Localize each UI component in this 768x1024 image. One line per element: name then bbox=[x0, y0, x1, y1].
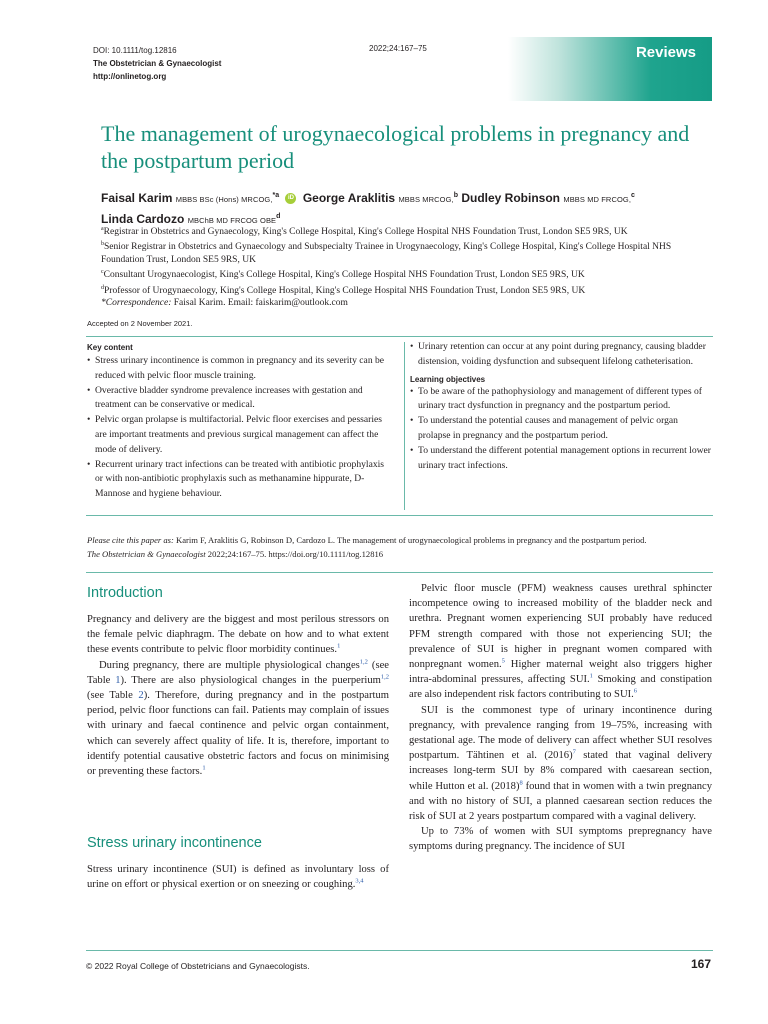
key-content-heading: Key content bbox=[87, 343, 133, 352]
correspondence-email[interactable]: Faisal Karim. Email: faiskarim@outlook.com bbox=[173, 298, 348, 309]
author-degrees: MBBS BSc (Hons) MRCOG, bbox=[175, 195, 273, 204]
journal-url[interactable]: http://onlinetog.org bbox=[93, 72, 167, 81]
section-heading-sui: Stress urinary incontinence bbox=[87, 835, 262, 851]
footer-rule bbox=[86, 950, 713, 951]
author-marks: *a bbox=[272, 192, 280, 199]
key-content bbox=[87, 343, 387, 502]
key-content-continued bbox=[410, 340, 712, 473]
list-item: • To be aware of the pathophysiology and management of different types of urinary tract dysfunction in pregnancy and the postpartum period. bbox=[410, 385, 712, 415]
author-name[interactable]: Faisal Karim bbox=[101, 191, 173, 205]
section-heading-introduction: Introduction bbox=[87, 585, 163, 601]
box-divider bbox=[404, 342, 405, 510]
affiliation-item: $^b$Senior Registrar in Obstetrics and Gynaecology and Subspecialty Trainee in Urogynaecology, King's College Hospital, King's College Hospital NHS Foundation Trust, London SE5 9RS, UK bbox=[101, 241, 672, 265]
accepted-date: Accepted on 2 November 2021. bbox=[87, 319, 193, 328]
author-degrees: MBBS MRCOG, bbox=[398, 195, 454, 204]
author-degrees: MBChB MD FRCOG OBE bbox=[187, 216, 277, 225]
learning-objectives-heading: Learning objectives bbox=[410, 374, 486, 384]
citation-doi[interactable]: 2022;24:167–75. https://doi.org/10.1111/tog.12816 bbox=[207, 549, 384, 559]
author-marks: c bbox=[631, 192, 635, 199]
orcid-icon[interactable]: iD bbox=[285, 193, 296, 204]
affiliation-item: $^d$Professor of Urogynaecology, King's College Hospital, King's College Hospital NHS Foundation Trust, London SE5 9RS, UK bbox=[101, 284, 586, 296]
affiliations bbox=[101, 223, 713, 309]
correspondence: *Correspondence: Faisal Karim. Email: faiskarim@outlook.com bbox=[101, 298, 348, 309]
affiliation-item: $^a$Registrar in Obstetrics and Gynaecology, King's College Hospital, King's College Hospital NHS Foundation Trust, London SE5 9RS, UK bbox=[101, 226, 628, 238]
section-label: Reviews bbox=[635, 44, 696, 61]
author-name[interactable]: George Araklitis bbox=[302, 191, 396, 205]
intro-body: Pregnancy and delivery are the biggest and most perilous stressors on the female pelvic diaphragm. The debate on how and to what extent these events contribute to pelvic floor morbidity continues.$^1$ During pregnancy, there are multiple physiological changes$^{1,2}$ (see Table 1). There are also physiological changes in the puerperium$^{1,2}$ (see Table 2). Therefore, during pregnancy and in the postpartum period, pelvic floor functions can fail. Patients may complain of issues with urinary and faecal continence and pelvic organ containment, which can severely affect quality of life. It is, therefore, important to identify potential causative obstetric factors and focus on minimising or preventing these factors.$^1$ bbox=[87, 614, 389, 778]
list-item: • Recurrent urinary tract infections can be treated with antibiotic prophylaxis or with non-antibiotic prophylaxis such as methanamine hippurate, D-Mannose and hygiene behaviour. bbox=[87, 458, 387, 502]
article-title: The management of urogynaecological problems in pregnancy and the postpartum period bbox=[101, 121, 690, 173]
box-top-rule bbox=[86, 336, 713, 337]
page-number: 167 bbox=[690, 957, 711, 971]
author-degrees: MBBS MD FRCOG, bbox=[563, 195, 632, 204]
right-column-body: Pelvic floor muscle (PFM) weakness causes urethral sphincter incompetence owing to increased mobility of the bladder neck and urethra. Pregnant women experiencing SUI probably have reduced PFM strength compared with those not experiencing SUI; the prevalence of SUI is higher in pregnant women compared with nonpregnant women.$^5$ Higher maternal weight also triggers higher intra-abdominal pressures, affecting SUI.$^1$ Smoking and constipation are also independent risk factors contributing to SUI.$^6$ SUI is the commonest type of urinary incontinence during pregnancy, with prevalence ranging from 19–75%, increasing with gestational age. The mode of delivery can affect whether SUI resolves postpartum. Tähtinen et al. $(2016)^7$ stated that vaginal delivery increases long-term SUI by 8% compared with caesarean section, while Hutton et al. $(2018)^8$ found that in women with a twin pregnancy and with no history of SUI, a planned caesarean section reduces the risk of SUI at 2 years postpartum compared with a vaginal delivery. Up to 73% of women with SUI symptoms prepregnancy have symptoms during pregnancy. The incidence of SUI bbox=[409, 583, 713, 853]
issue-info: 2022;24:167–75 bbox=[369, 44, 427, 53]
list-item: • Pelvic organ prolapse is multifactorial. Pelvic floor exercises and pessaries are important treatments and previous surgical management can affect the mode of delivery. bbox=[87, 413, 387, 457]
list-item: • To understand the potential causes and management of pelvic organ prolapse in pregnancy and the postpartum period. bbox=[410, 414, 712, 444]
author-marks: d bbox=[276, 213, 281, 220]
list-item: • Urinary retention can occur at any point during pregnancy, causing bladder distension, voiding dysfunction and subsequent lifelong catheterisation. bbox=[410, 340, 712, 370]
box-bottom-rule bbox=[86, 515, 713, 516]
author-name[interactable]: Linda Cardozo bbox=[101, 212, 185, 226]
list-item: • To understand the different potential management options in recurrent lower urinary tract infections. bbox=[410, 444, 712, 474]
copyright: © 2022 Royal College of Obstetricians and Gynaecologists. bbox=[86, 961, 310, 971]
doi[interactable]: DOI: 10.1111/tog.12816 bbox=[93, 46, 177, 55]
author-name[interactable]: Dudley Robinson bbox=[461, 191, 561, 205]
list-item: • Stress urinary incontinence is common in pregnancy and its severity can be reduced with pelvic floor muscle training. bbox=[87, 354, 387, 384]
citation: Please cite this paper as: Karim F, Araklitis G, Robinson D, Cardozo L. The management of urogynaecological problems in pregnancy and the postpartum period. The Obstetrician & Gynaecologist 2022;24:167–75. https://doi.org/10.1111/tog.12816 bbox=[87, 535, 647, 559]
list-item: • Overactive bladder syndrome prevalence increases with gestation and treatment can be conservative or medical. bbox=[87, 384, 387, 414]
journal-meta bbox=[93, 44, 221, 83]
author-marks: b bbox=[453, 192, 458, 199]
journal-name: The Obstetrician & Gynaecologist bbox=[93, 59, 222, 68]
citation-rule bbox=[86, 572, 713, 573]
affiliation-item: $^c$Consultant Urogynaecologist, King's College Hospital, King's College Hospital NHS Foundation Trust, London SE5 9RS, UK bbox=[101, 269, 585, 281]
sui-body: Stress urinary incontinence (SUI) is defined as involuntary loss of urine on effort or physical exertion or on sneezing or coughing.$^{3,4}$ bbox=[87, 864, 389, 891]
